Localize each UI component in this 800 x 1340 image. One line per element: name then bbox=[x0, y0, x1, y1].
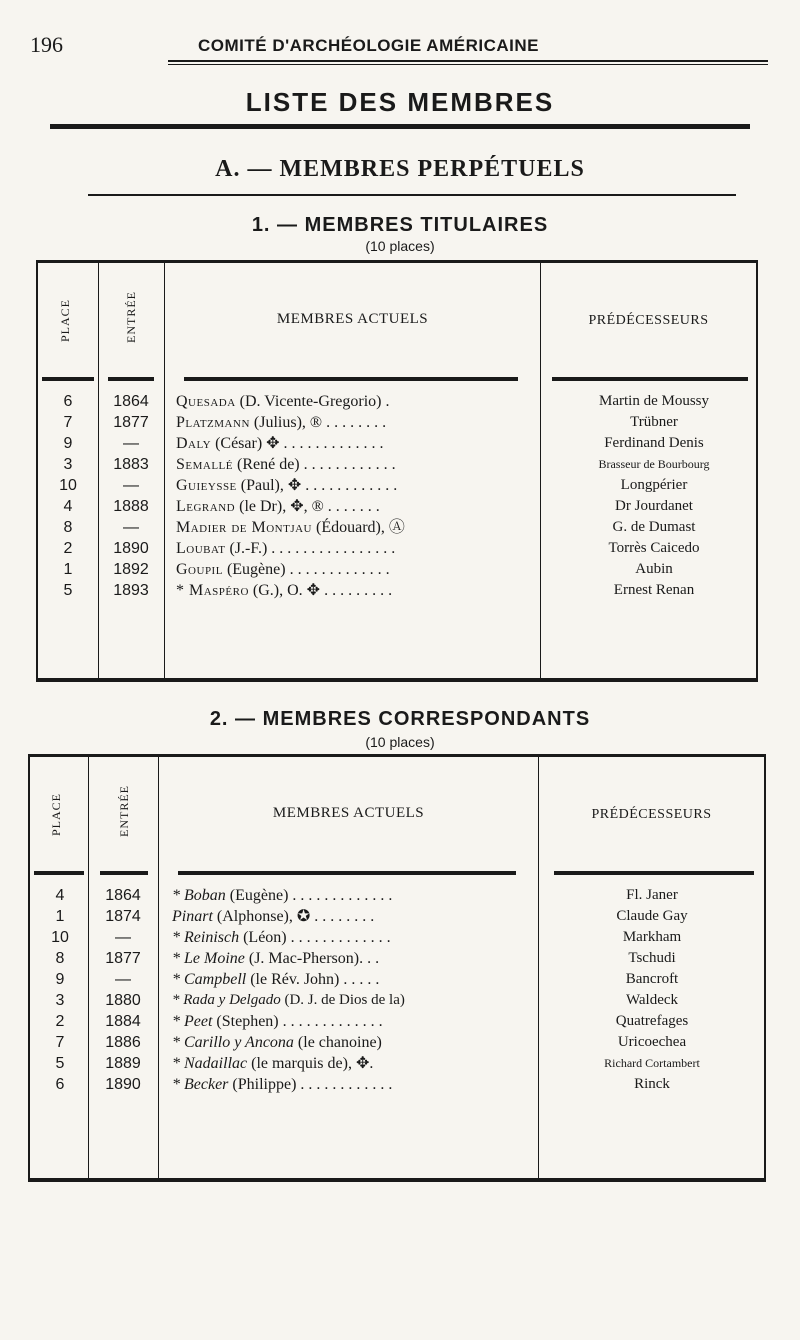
table-row: 4 1888 Legrand (le Dr), ✥, ® . . . . . . . Dr Jourdanet bbox=[63, 498, 693, 515]
table-row: 5 1889 * Nadaillac (le marquis de), ✥. Richard Cortambert bbox=[55, 1055, 700, 1072]
header-membres: MEMBRES ACTUELS bbox=[272, 805, 425, 821]
section-title: A. — MEMBRES PERPÉTUELS bbox=[215, 156, 585, 182]
table-row: 10 — * Reinisch (Léon) . . . . . . . . . . . . . Markham bbox=[51, 929, 682, 946]
table-row: 4 1864 * Boban (Eugène) . . . . . . . . . . . . . Fl. Janer bbox=[55, 887, 678, 904]
title-rule bbox=[50, 124, 750, 129]
section-rule bbox=[88, 194, 736, 196]
table-row: 3 1880 * Rada y Delgado (D. J. de Dios de la) Waldeck bbox=[55, 992, 679, 1009]
table-row: 7 1886 * Carillo y Ancona (le chanoine) Uricoechea bbox=[55, 1034, 687, 1051]
page-number: 196 bbox=[30, 32, 63, 57]
correspondants-title: 2. — MEMBRES CORRESPONDANTS bbox=[209, 708, 591, 730]
table-row: 3 1883 Semallé (René de) . . . . . . . . . . . . Brasseur de Bourbourg bbox=[63, 456, 710, 473]
running-title: COMITÉ D'ARCHÉOLOGIE AMÉRICAINE bbox=[198, 36, 539, 55]
header-entree: ENTRÉE bbox=[124, 291, 138, 343]
table-row: 8 1877 * Le Moine (J. Mac-Pherson). . . Tschudi bbox=[55, 950, 676, 967]
header-entree: ENTRÉE bbox=[117, 785, 131, 837]
correspondants-table bbox=[28, 754, 766, 1182]
table-row: 5 1893 * Maspéro (G.), O. ✥ . . . . . . . . . Ernest Renan bbox=[63, 582, 695, 599]
table-row: 8 — Madier de Montjau (Édouard), Ⓐ G. de Dumast bbox=[63, 519, 696, 536]
header-rule bbox=[168, 60, 768, 62]
list-title: LISTE DES MEMBRES bbox=[245, 87, 555, 117]
table-row: 6 1890 * Becker (Philippe) . . . . . . . . . . . . Rinck bbox=[55, 1076, 670, 1093]
table-row: 9 — Daly (César) ✥ . . . . . . . . . . . . . Ferdinand Denis bbox=[63, 435, 704, 452]
table-row: 2 1890 Loubat (J.-F.) . . . . . . . . . . . . . . . . Torrès Caicedo bbox=[63, 540, 700, 557]
header-predecesseurs: PRÉDÉCESSEURS bbox=[591, 807, 712, 822]
table-row: 10 — Guieysse (Paul), ✥ . . . . . . . . . . . . Longpérier bbox=[59, 477, 688, 494]
header-predecesseurs: PRÉDÉCESSEURS bbox=[588, 313, 709, 328]
correspondants-places: (10 places) bbox=[365, 734, 435, 750]
header-rule-2 bbox=[168, 64, 768, 65]
table-row: 1 1874 Pinart (Alphonse), ✪ . . . . . . . . Claude Gay bbox=[55, 908, 688, 925]
header-membres: MEMBRES ACTUELS bbox=[276, 311, 429, 327]
table-row: 6 1864 Quesada (D. Vicente-Gregorio) . Martin de Moussy bbox=[63, 393, 709, 410]
running-header bbox=[30, 32, 770, 62]
titulaires-table bbox=[36, 260, 758, 682]
header-place: PLACE bbox=[49, 792, 63, 836]
titulaires-title: 1. — MEMBRES TITULAIRES bbox=[251, 214, 549, 236]
table-row: 7 1877 Platzmann (Julius), ® . . . . . . . . Trübner bbox=[63, 414, 678, 431]
header-place: PLACE bbox=[58, 298, 72, 342]
titulaires-places: (10 places) bbox=[365, 238, 435, 254]
table-row: 9 — * Campbell (le Rév. John) . . . . . Bancroft bbox=[55, 971, 679, 988]
table-row: 1 1892 Goupil (Eugène) . . . . . . . . . . . . . Aubin bbox=[63, 561, 673, 578]
table-row: 2 1884 * Peet (Stephen) . . . . . . . . . . . . . Quatrefages bbox=[55, 1013, 689, 1030]
